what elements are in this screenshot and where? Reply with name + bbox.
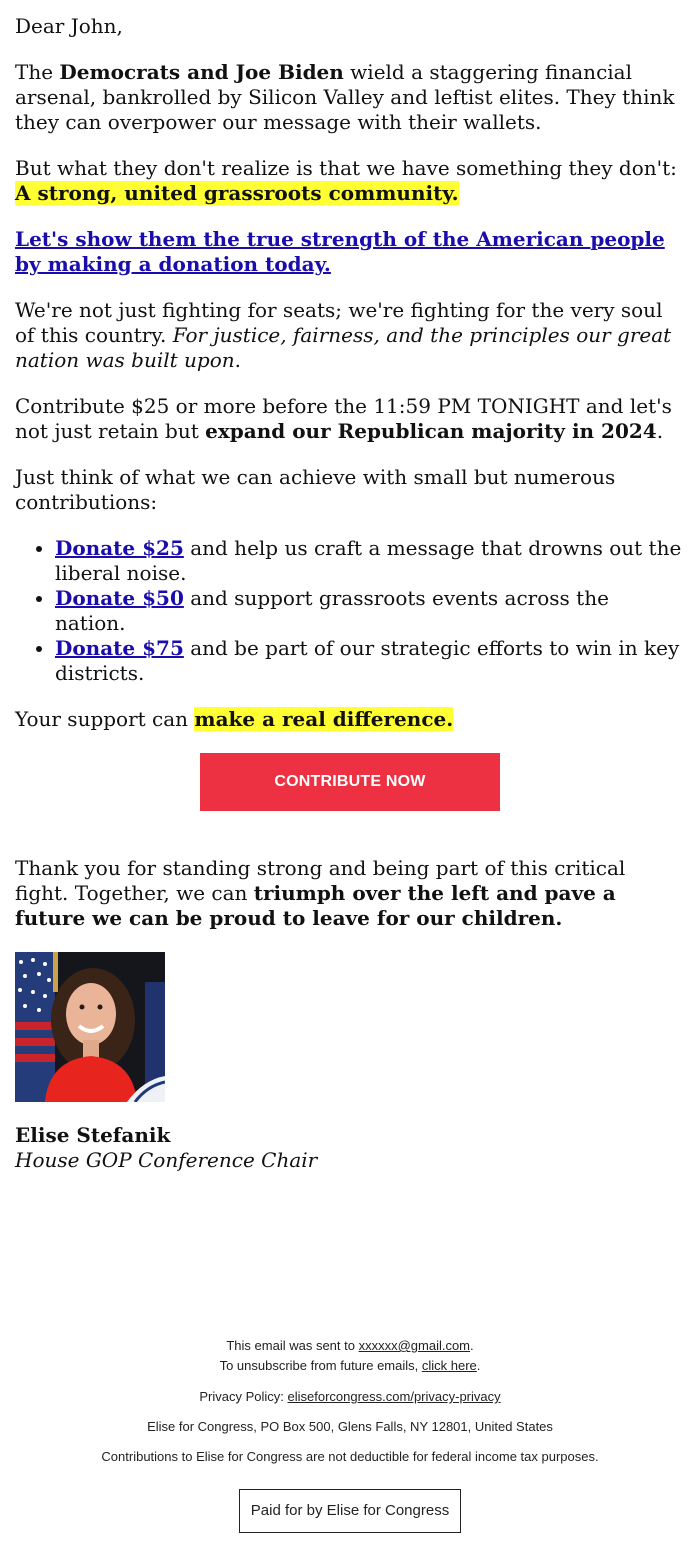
donate-25-text: and help us craft a message that drowns out the liberal noise.	[55, 536, 682, 585]
footer-disclaimer: Contributions to Elise for Congress are not deductible for federal income tax purposes.	[101, 1449, 599, 1464]
soul-italic: For justice, fairness, and the principles our great nation was built upon	[15, 323, 672, 372]
donate-25-link[interactable]: Donate $25	[55, 536, 184, 560]
footer-privacy-line	[0, 1387, 700, 1407]
donate-50-link[interactable]: Donate $50	[55, 586, 184, 610]
privacy-text: Privacy Policy:	[199, 1389, 288, 1404]
paragraph-intro	[15, 60, 685, 135]
footer-sent-text: This email was sent to	[226, 1338, 359, 1353]
signature-title: House GOP Conference Chair	[15, 1148, 318, 1172]
paragraph-deadline	[15, 394, 685, 444]
unsubscribe-link[interactable]: click here	[421, 1358, 477, 1373]
privacy-policy-link[interactable]: eliseforcongress.com/privacy-privacy	[287, 1389, 501, 1404]
list-item	[55, 586, 685, 636]
thanks-bold: triumph over the left and pave a future we can be proud to leave for our children.	[15, 881, 616, 930]
footer-unsubscribe-line	[0, 1356, 700, 1376]
recipient-email-link[interactable]: xxxxxx@gmail.com	[358, 1338, 471, 1353]
soul-text: We're not just fighting for seats; we're fighting for the very soul of this country.	[15, 298, 663, 347]
list-item	[55, 536, 685, 586]
intro-text-end: wield a staggering financial arsenal, bankrolled by Silicon Valley and leftist elites. They think they can overpower our message with their wallets.	[15, 60, 675, 134]
portrait-image	[15, 952, 165, 1102]
thanks-text: Thank you for standing strong and being part of this critical fight. Together, we can	[15, 856, 626, 905]
footer-sent-period: .	[470, 1338, 474, 1353]
list-item	[55, 636, 685, 686]
email-footer	[0, 1336, 700, 1533]
signature-name: Elise Stefanik	[15, 1123, 171, 1147]
grassroots-text: But what they don't realize is that we have something they don't:	[15, 156, 677, 180]
deadline-period: .	[656, 419, 664, 443]
footer-address: Elise for Congress, PO Box 500, Glens Falls, NY 12801, United States	[147, 1419, 553, 1434]
difference-highlight: make a real difference.	[194, 707, 454, 731]
paragraph-difference	[15, 707, 685, 732]
paid-for-box: Paid for by Elise for Congress	[239, 1489, 461, 1533]
grassroots-highlight: A strong, united grassroots community.	[15, 181, 459, 205]
paragraph-thanks	[15, 856, 685, 931]
cta-button-wrapper	[15, 753, 685, 811]
unsubscribe-period: .	[476, 1358, 481, 1373]
paragraph-soul	[15, 298, 685, 373]
paragraph-donate-link	[15, 227, 685, 277]
donate-list	[15, 536, 685, 686]
donate-50-text: and support grassroots events across the nation.	[55, 586, 609, 635]
deadline-text: Contribute $25 or more before the 11:59 PM TONIGHT and let's not just retain but	[15, 394, 672, 443]
donate-today-link[interactable]: Let's show them the true strength of the American people by making a donation today.	[15, 227, 665, 276]
intro-bold: Democrats and Joe Biden	[59, 60, 344, 84]
soul-period: .	[234, 348, 242, 372]
contribute-now-button[interactable]: CONTRIBUTE NOW	[200, 753, 500, 811]
donate-75-link[interactable]: Donate $75	[55, 636, 184, 660]
paragraph-contributions: Just think of what we can achieve with small but numerous contributions:	[15, 465, 616, 514]
footer-sent-line	[0, 1336, 700, 1356]
greeting: Dear John,	[15, 14, 123, 38]
intro-text-start: The	[15, 60, 60, 84]
difference-text: Your support can	[15, 707, 195, 731]
unsubscribe-text: To unsubscribe from future emails,	[219, 1358, 422, 1373]
paragraph-grassroots	[15, 156, 685, 206]
email-body	[15, 14, 685, 1173]
donate-75-text: and be part of our strategic efforts to win in key districts.	[55, 636, 680, 685]
deadline-bold: expand our Republican majority in 2024	[205, 419, 657, 443]
signature-photo	[15, 952, 165, 1102]
